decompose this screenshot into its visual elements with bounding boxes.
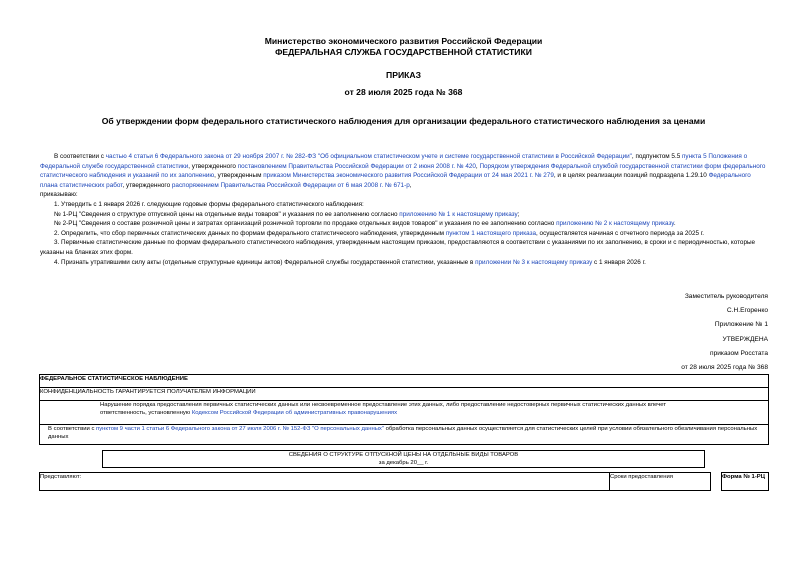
item-text: . xyxy=(673,220,676,228)
appendix-label: Приложение № 1 xyxy=(714,321,768,329)
item-3: 3. Первичные статистические данные по формам федерального статистического наблюдения, утвержденным настоящим приказом, предоставляются в соответствии с указаниями по их заполнению, в сроки и с периодичностью, которые указаны на бланках этих форм. xyxy=(40,239,756,256)
personal-data-notice xyxy=(39,424,769,445)
preamble-paragraph xyxy=(40,152,768,190)
preamble-text: , xyxy=(409,181,412,189)
item-2 xyxy=(40,229,768,239)
signature-block xyxy=(681,290,768,375)
preamble-text: , утвержденным xyxy=(214,172,264,180)
submitter-header: Представляют: xyxy=(39,472,610,491)
item-text: , осуществляется начиная с отчетного периода за 2025 г. xyxy=(536,229,705,237)
signer-position: Заместитель руководителя xyxy=(684,293,768,300)
violation-notice xyxy=(39,400,769,425)
approved-by: приказом Росстата xyxy=(710,349,768,357)
federal-plan-link[interactable]: Федерального плана статистических работ xyxy=(40,172,751,189)
regulation-link[interactable]: пункта 5 Положения о Федеральной службе государственной статистики xyxy=(40,153,748,170)
law-152-link[interactable]: пунктом 9 части 1 статьи 6 Федерального закона от 27 июля 2006 г. № 152-ФЗ "О персональных данных" xyxy=(96,426,384,432)
item-text: ; xyxy=(517,210,520,218)
preamble-text: , утвержденного xyxy=(188,162,238,170)
law-282-link[interactable]: частью 4 статьи 6 Федерального закона от 29 ноября 2007 г. № 282-ФЗ "Об официальном статистическом учете и системе государственной статистики в Российской Федерации" xyxy=(105,153,632,160)
appendix-2-link[interactable]: приложению № 2 к настоящему приказу xyxy=(556,220,674,228)
item-text: 4. Признать утратившими силу акты (отдельные структурные единицы актов) Федеральной службы государственной статистики, указанные в xyxy=(54,258,476,266)
item-text: № 2-РЦ "Сведения о составе розничной цены и затратах организаций розничной торговли по продаже отдельных видов товаров" и указания по ее заполнению согласно xyxy=(54,220,557,228)
confidentiality-notice: КОНФИДЕНЦИАЛЬНОСТЬ ГАРАНТИРУЕТСЯ ПОЛУЧАТЕЛЕМ ИНФОРМАЦИИ xyxy=(39,387,769,401)
order-body xyxy=(40,152,768,267)
violation-text xyxy=(100,402,666,416)
order-label: ПРИКАЗ xyxy=(386,70,421,80)
signer-name: С.Н.Егоренко xyxy=(726,307,768,315)
pd-text: обработка персональных данных осуществляется для статистических целей при условии обязательного обезличивания персональных данных xyxy=(48,426,758,440)
item-1: 1. Утвердить с 1 января 2026 г. следующие годовые формы федерального статистического наблюдения: xyxy=(54,200,364,208)
preamble-text: В соответствии с xyxy=(54,153,106,160)
form-2rc-item xyxy=(40,219,768,229)
deadline-header: Сроки предоставления xyxy=(609,472,711,491)
preamble-text: , подпунктом 5.5 xyxy=(631,153,682,160)
appendix-1-link[interactable]: приложению № 1 к настоящему приказу xyxy=(399,210,518,218)
appendix-3-link[interactable]: приложении № 3 к настоящему приказу xyxy=(475,258,593,266)
form-1rc-item xyxy=(40,210,768,220)
pd-text: В соответствии с xyxy=(48,426,97,432)
approved-label: УТВЕРЖДЕНА xyxy=(722,335,768,343)
form-number: Форма № 1-РЦ xyxy=(721,472,769,491)
resolution-420-link[interactable]: постановлением Правительства Российской Федерации от 2 июня 2008 г. № 420 xyxy=(237,162,476,170)
preamble-text: , xyxy=(475,162,480,170)
report-period: за декабрь 20__ г. xyxy=(378,459,429,466)
observation-header: ФЕДЕРАЛЬНОЕ СТАТИСТИЧЕСКОЕ НАБЛЮДЕНИЕ xyxy=(39,374,769,388)
admin-code-link[interactable]: Кодексом Российской Федерации об административных правонарушениях xyxy=(191,410,398,416)
order-date: от 28 июля 2025 года № 368 xyxy=(344,87,463,97)
order-279-link[interactable]: приказом Министерства экономического развития Российской Федерации от 24 мая 2021 г. № 279 xyxy=(263,172,554,180)
decree-671-link[interactable]: распоряжением Правительства Российской Федерации от 6 мая 2008 г. № 671-р xyxy=(171,181,410,189)
service-name: ФЕДЕРАЛЬНАЯ СЛУЖБА ГОСУДАРСТВЕННОЙ СТАТИСТИКИ xyxy=(275,47,532,57)
preamble-text: , и в целях реализации позиций подраздела 1.29.10 xyxy=(553,172,709,180)
ministry-name: Министерство экономического развития Российской Федерации xyxy=(264,36,543,46)
form-title-box xyxy=(102,450,705,468)
approval-date: от 28 июля 2025 года № 368 xyxy=(681,364,768,372)
personal-data-text xyxy=(48,426,757,440)
procedure-link[interactable]: Порядком утверждения Федеральной службой государственной статистики форм федерального статистического наблюдения и указаний по их заполнению xyxy=(40,162,766,180)
point-1-link[interactable]: пунктом 1 настоящего приказа xyxy=(445,229,537,237)
preamble-text: , утвержденного xyxy=(122,181,172,189)
form-title: СВЕДЕНИЯ О СТРУКТУРЕ ОТПУСКНОЙ ЦЕНЫ НА ОТДЕЛЬНЫЕ ВИДЫ ТОВАРОВ xyxy=(288,452,519,458)
item-text: с 1 января 2026 г. xyxy=(592,258,646,266)
item-text: 2. Определить, что сбор первичных статистических данных по формам федерального статистического наблюдения, утвержденным xyxy=(54,229,446,237)
item-text: № 1-РЦ "Сведения о структуре отпускной цены на отдельные виды товаров" и указания по ее заполнению согласно xyxy=(54,210,400,218)
item-4 xyxy=(40,258,768,268)
order-word: приказываю: xyxy=(40,191,78,199)
order-title: Об утверждении форм федерального статистического наблюдения для организации федерального статистического наблюдения за ценами xyxy=(101,116,706,126)
violation-body: Нарушение порядка предоставления первичных статистических данных или несвоевременное предоставление этих данных, либо предоставление недостоверных первичных статистических данных влечет ответственность, установленную xyxy=(100,402,667,416)
